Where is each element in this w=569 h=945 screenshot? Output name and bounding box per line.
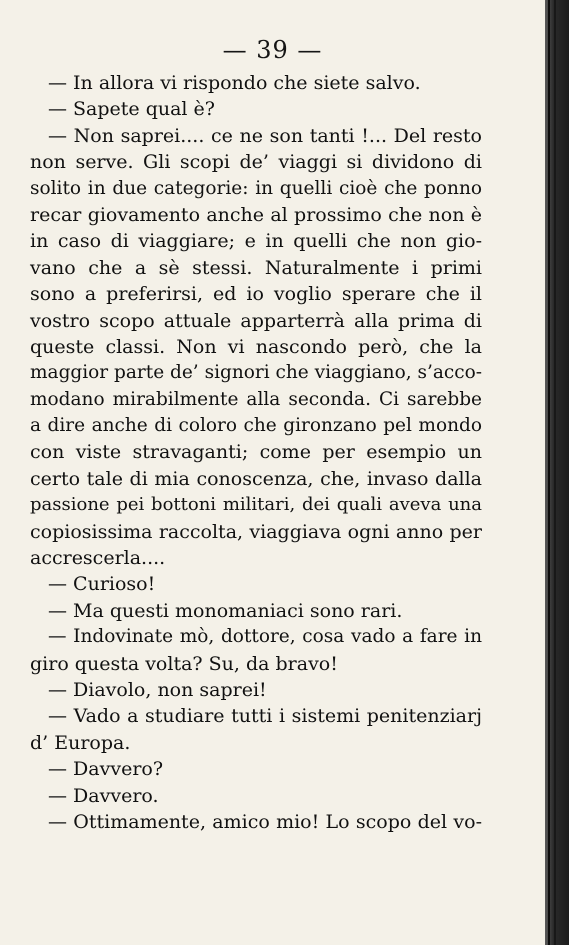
text-line: maggior parte de’ signori che viaggiano, s’acco- xyxy=(30,362,482,384)
text-line: non serve. Gli scopi de’ viaggi si dividono di xyxy=(30,151,482,174)
text-line: recar giovamento anche al prossimo che non è xyxy=(30,203,482,226)
text-line: vostro scopo attuale apparterrà alla prima di xyxy=(30,309,482,332)
text-line: copiosissima raccolta, viaggiava ogni anno per xyxy=(30,520,482,543)
text-line: con viste stravaganti; come per esempio un xyxy=(30,441,482,464)
text-line: — Sapete qual è? xyxy=(48,98,215,121)
text-line: — Ma questi monomaniaci sono rari. xyxy=(48,599,403,622)
book-edge-line xyxy=(548,0,550,945)
text-line: sono a preferirsi, ed io voglio sperare che il xyxy=(30,283,482,306)
text-line: in caso di viaggiare; e in quelli che non gio- xyxy=(30,230,482,253)
book-edge-line xyxy=(554,0,556,945)
text-line: — Davvero? xyxy=(48,758,164,781)
book-edge xyxy=(545,0,569,945)
text-line: queste classi. Non vi nascondo però, che la xyxy=(30,335,482,358)
text-line: a dire anche di coloro che gironzano pel mondo xyxy=(30,415,482,437)
text-line: — In allora vi rispondo che siete salvo. xyxy=(48,72,421,94)
text-line: certo tale di mia conoscenza, che, invaso dalla xyxy=(30,467,482,490)
text-line: — Davvero. xyxy=(48,784,159,807)
text-line: — Ottimamente, amico mio! Lo scopo del vo- xyxy=(48,810,482,833)
page-number: — 39 — xyxy=(222,36,323,64)
text-line: vano che a sè stessi. Naturalmente i primi xyxy=(30,256,482,279)
text-line: giro questa volta? Su, da bravo! xyxy=(30,652,338,675)
text-line: — Non saprei.... ce ne son tanti !... Del resto xyxy=(48,124,482,147)
text-line: passione pei bottoni militari, dei quali aveva una xyxy=(30,494,482,516)
text-line: — Indovinate mò, dottore, cosa vado a fare in xyxy=(48,626,482,648)
text-line: d’ Europa. xyxy=(30,731,131,754)
text-line: accrescerla.... xyxy=(30,547,166,570)
text-line: — Vado a studiare tutti i sistemi penitenziarj xyxy=(48,705,482,728)
body-text xyxy=(30,70,482,835)
text-line: modano mirabilmente alla seconda. Ci sarebbe xyxy=(30,388,482,410)
text-line: — Curioso! xyxy=(48,573,156,596)
text-line: solito in due categorie: in quelli cioè che ponno xyxy=(30,177,482,199)
text-line: — Diavolo, non saprei! xyxy=(48,678,267,701)
